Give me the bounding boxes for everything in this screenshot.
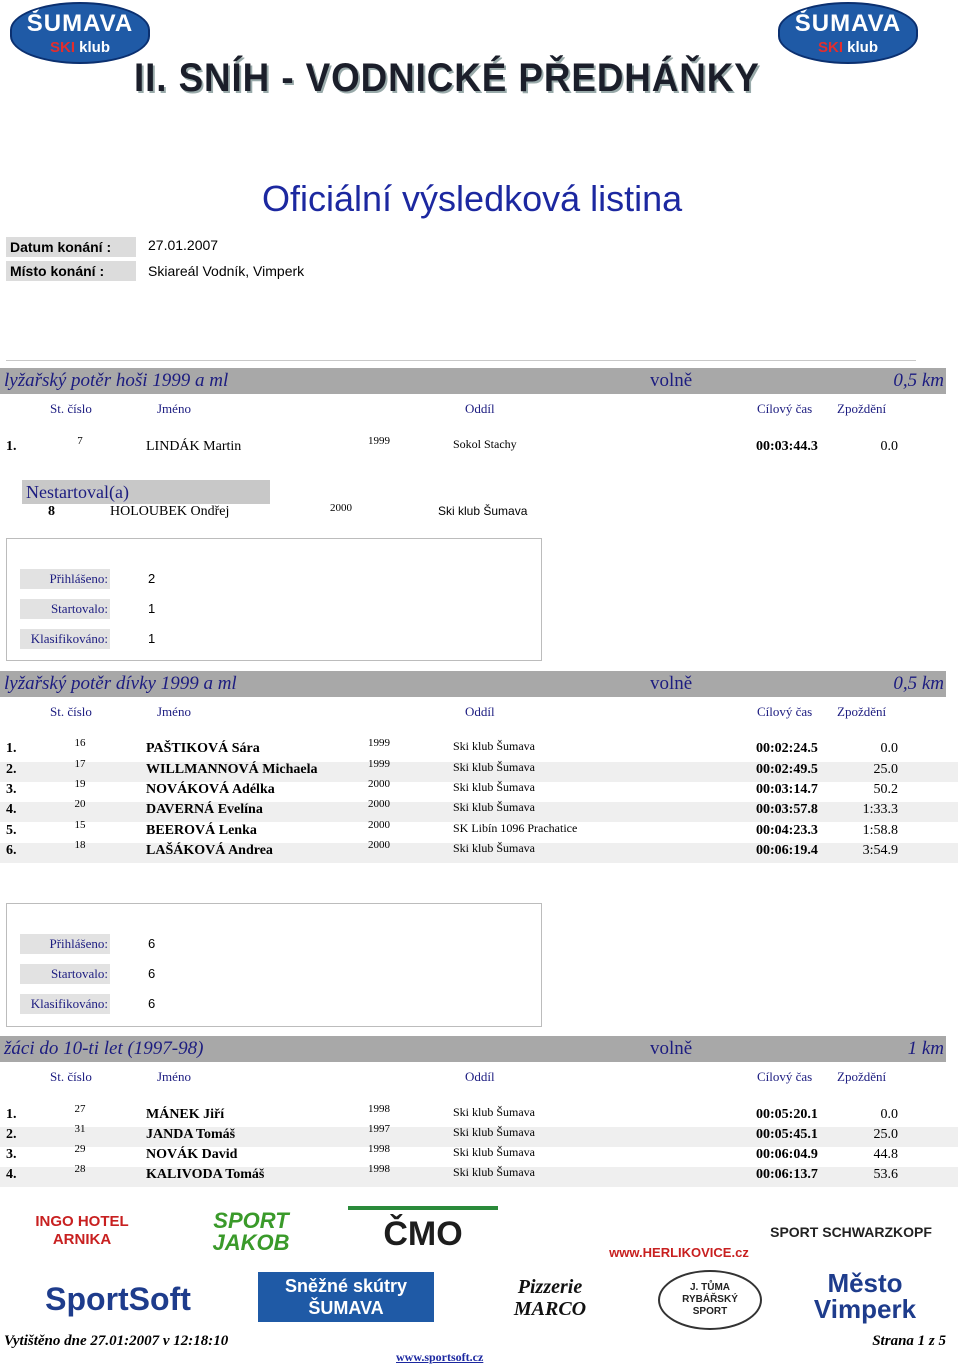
rank: 1.: [6, 1107, 17, 1122]
date-label: Datum konání :: [6, 237, 136, 257]
birth-year: 1998: [368, 1163, 390, 1175]
col-club: Oddíl: [465, 1069, 495, 1084]
birth-year: 1999: [368, 737, 390, 749]
athlete-name: PAŠTIKOVÁ Sára: [146, 741, 260, 756]
sponsor-arnika-logo: [12, 1206, 152, 1256]
birth-year: 1998: [368, 1103, 390, 1115]
sponsor-vimperk-text: Město Vimperk: [813, 1268, 917, 1324]
athlete-name: LINDÁK Martin: [146, 439, 242, 454]
birth-year: 1999: [368, 435, 390, 447]
athlete-name: NOVÁKOVÁ Adélka: [146, 782, 275, 797]
rank: 1.: [6, 439, 17, 454]
athlete-name: WILLMANNOVÁ Michaela: [146, 762, 318, 777]
birth-year: 2000: [368, 839, 390, 851]
club: Ski klub Šumava: [453, 760, 536, 774]
finish-time: 00:04:23.3: [756, 823, 818, 838]
delay: 0.0: [880, 741, 898, 756]
club-logo-name: ŠUMAVA: [26, 10, 134, 37]
col-delay: Zpoždění: [837, 704, 887, 719]
delay: 53.6: [873, 1167, 898, 1182]
category-name: lyžařský potěr dívky 1999 a ml: [4, 673, 237, 694]
col-name: Jméno: [157, 401, 191, 416]
page-number: Strana 1 z 5: [872, 1333, 946, 1349]
athlete-name: DAVERNÁ Evelína: [146, 802, 263, 817]
rank: 1.: [6, 741, 17, 756]
delay: 50.2: [873, 782, 898, 797]
club-logo-klub: klub: [79, 39, 111, 56]
page-title: Oficiální výsledková listina: [262, 178, 683, 219]
started-value: 1: [148, 601, 156, 616]
start-number: 7: [77, 435, 83, 447]
col-club: Oddíl: [465, 704, 495, 719]
sponsor-herlikovice-logo: [608, 1204, 750, 1260]
table-row: [0, 839, 958, 863]
table-row: [0, 435, 958, 459]
delay: 1:33.3: [862, 802, 898, 817]
club-logo-left: [10, 2, 150, 64]
category-name: žáci do 10-ti let (1997-98): [4, 1038, 204, 1059]
club-logo-ski: SKI: [49, 39, 75, 56]
delay: 44.8: [873, 1147, 898, 1162]
club-logo-ski: SKI: [817, 39, 843, 56]
category-style: volně: [650, 1038, 693, 1059]
col-delay: Zpoždění: [837, 1069, 887, 1084]
club: Ski klub Šumava: [453, 1145, 536, 1159]
rank: 3.: [6, 1147, 17, 1162]
table-row: [0, 1123, 958, 1147]
sponsor-sportsoft-logo: [18, 1280, 218, 1318]
finish-time: 00:05:45.1: [756, 1127, 818, 1142]
birth-year: 1998: [368, 1143, 390, 1155]
club: Ski klub Šumava: [453, 1125, 536, 1139]
club: Ski klub Šumava: [453, 800, 536, 814]
finish-time: 00:03:14.7: [756, 782, 818, 797]
table-row: [0, 819, 958, 843]
club: Sokol Stachy: [453, 437, 517, 451]
sponsor-snezne-logo: [258, 1272, 434, 1322]
started-label: Startovalo:: [20, 599, 110, 619]
start-number: 31: [74, 1123, 86, 1135]
sponsor-herlikovice-text: www.HERLIKOVICE.cz: [609, 1245, 749, 1260]
birth-year: 2000: [368, 798, 390, 810]
sponsor-vimperk-logo: [784, 1268, 946, 1324]
sponsor-cmo-text: ČMO: [383, 1214, 463, 1253]
athlete-name: BEEROVÁ Lenka: [146, 823, 257, 838]
finish-time: 00:02:49.5: [756, 762, 818, 777]
start-number: 15: [74, 819, 86, 831]
rank: 2.: [6, 762, 17, 777]
col-number: St. číslo: [50, 704, 92, 719]
club: Ski klub Šumava: [438, 504, 528, 518]
col-number: St. číslo: [50, 1069, 92, 1084]
started-value: 6: [148, 966, 156, 981]
col-delay: Zpoždění: [837, 401, 887, 416]
club-logo-right: [778, 2, 918, 64]
athlete-name: KALIVODA Tomáš: [146, 1167, 265, 1182]
category-header: [0, 1036, 946, 1062]
club: Ski klub Šumava: [453, 739, 536, 753]
sponsor-arnika-text: INGO HOTEL ARNIKA: [35, 1213, 129, 1248]
delay: 1:58.8: [862, 823, 898, 838]
rank: 5.: [6, 823, 17, 838]
athlete-name: MÁNEK Jiří: [146, 1107, 225, 1122]
category-header: [0, 671, 946, 697]
sponsor-schwarzkopf-logo: [758, 1210, 944, 1254]
delay: 3:54.9: [862, 843, 898, 858]
registered-label: Přihlášeno:: [20, 569, 110, 589]
table-row: [0, 758, 958, 782]
start-number: 16: [74, 737, 86, 749]
col-club: Oddíl: [465, 401, 495, 416]
athlete-name: LAŠÁKOVÁ Andrea: [146, 843, 273, 858]
rank: 2.: [6, 1127, 17, 1142]
club-logo-name: ŠUMAVA: [794, 10, 902, 37]
start-number: 20: [74, 798, 86, 810]
athlete-name: JANDA Tomáš: [146, 1127, 236, 1142]
col-time: Cílový čas: [757, 704, 813, 719]
col-name: Jméno: [157, 1069, 191, 1084]
start-number: 28: [74, 1163, 86, 1175]
classified-label: Klasifikováno:: [20, 994, 110, 1014]
place-label: Místo konání :: [6, 261, 136, 281]
category-distance: 1 km: [907, 1038, 944, 1059]
rank: 4.: [6, 802, 17, 817]
col-time: Cílový čas: [757, 1069, 813, 1084]
club: Ski klub Šumava: [453, 841, 536, 855]
sponsor-tuma-text: J. TŮMA RYBÁŘSKÝ SPORT: [682, 1282, 738, 1317]
printed-info: Vytištěno dne 27.01:2007 v 12:18:10: [4, 1333, 229, 1349]
athlete-name: HOLOUBEK Ondřej: [110, 504, 230, 519]
birth-year: 1997: [368, 1123, 390, 1135]
footer-link[interactable]: www.sportsoft.cz: [396, 1350, 484, 1364]
table-row: [0, 1143, 958, 1167]
finish-time: 00:03:44.3: [756, 439, 818, 454]
table-row: [0, 1103, 958, 1127]
finish-time: 00:06:04.9: [756, 1147, 818, 1162]
started-label: Startovalo:: [20, 964, 110, 984]
finish-time: 00:05:20.1: [756, 1107, 818, 1122]
club-logo-klub: klub: [847, 39, 879, 56]
start-number: 29: [74, 1143, 86, 1155]
club: Ski klub Šumava: [453, 1165, 536, 1179]
athlete-name: NOVÁK David: [146, 1147, 238, 1162]
sponsor-schwarzkopf-text: SPORT SCHWARZKOPF: [770, 1224, 932, 1240]
col-name: Jméno: [157, 704, 191, 719]
finish-time: 00:02:24.5: [756, 741, 818, 756]
classified-value: 1: [148, 631, 156, 646]
col-number: St. číslo: [50, 401, 92, 416]
birth-year: 1999: [368, 758, 390, 770]
birth-year: 2000: [330, 502, 352, 514]
delay: 25.0: [873, 1127, 898, 1142]
category-header: [0, 368, 946, 394]
date-value: 27.01.2007: [148, 237, 219, 253]
registered-value: 6: [148, 936, 156, 951]
category-name: lyžařský potěr hoši 1999 a ml: [4, 370, 229, 391]
start-number: 8: [48, 504, 55, 519]
category-style: volně: [650, 370, 693, 391]
sponsor-jakob-text: SPORT JAKOB: [212, 1208, 290, 1255]
sponsor-pizzerie-logo: [486, 1272, 614, 1324]
delay: 0.0: [880, 1107, 898, 1122]
classified-label: Klasifikováno:: [20, 629, 110, 649]
stats-box: [6, 538, 542, 661]
rank: 4.: [6, 1167, 17, 1182]
col-time: Cílový čas: [757, 401, 813, 416]
category-distance: 0,5 km: [893, 370, 944, 391]
rank: 6.: [6, 843, 17, 858]
dns-row: [0, 504, 958, 524]
sponsor-tuma-logo: [658, 1270, 762, 1330]
sponsor-pizzerie-text: Pizzerie MARCO: [513, 1276, 587, 1320]
club: Ski klub Šumava: [453, 1105, 536, 1119]
dns-heading: Nestartoval(a): [22, 480, 270, 504]
start-number: 27: [74, 1103, 86, 1115]
delay: 0.0: [880, 439, 898, 454]
club: SK Libín 1096 Prachatice: [453, 821, 578, 835]
classified-value: 6: [148, 996, 156, 1011]
birth-year: 2000: [368, 778, 390, 790]
category-style: volně: [650, 673, 693, 694]
divider: [6, 360, 916, 361]
place-value: Skiareál Vodník, Vimperk: [148, 263, 305, 279]
club: Ski klub Šumava: [453, 780, 536, 794]
sponsor-jakob-logo: [182, 1204, 320, 1260]
start-number: 17: [74, 758, 86, 770]
table-row: [0, 737, 958, 761]
table-row: [0, 798, 958, 822]
category-distance: 0,5 km: [893, 673, 944, 694]
delay: 25.0: [873, 762, 898, 777]
sponsor-snezne-text: Sněžné skútry ŠUMAVA: [284, 1276, 408, 1318]
registered-label: Přihlášeno:: [20, 934, 110, 954]
event-title: II. SNÍH - VODNICKÉ PŘEDHÁŇKY: [134, 56, 760, 100]
finish-time: 00:06:13.7: [756, 1167, 818, 1182]
registered-value: 2: [148, 571, 156, 586]
birth-year: 2000: [368, 819, 390, 831]
finish-time: 00:03:57.8: [756, 802, 818, 817]
start-number: 18: [74, 839, 86, 851]
table-row: [0, 778, 958, 802]
finish-time: 00:06:19.4: [756, 843, 818, 858]
start-number: 19: [74, 778, 86, 790]
sponsor-cmo-logo: [348, 1206, 498, 1258]
stats-box: [6, 903, 542, 1027]
rank: 3.: [6, 782, 17, 797]
table-row: [0, 1163, 958, 1187]
sponsor-sportsoft-text: SportSoft: [45, 1280, 191, 1317]
